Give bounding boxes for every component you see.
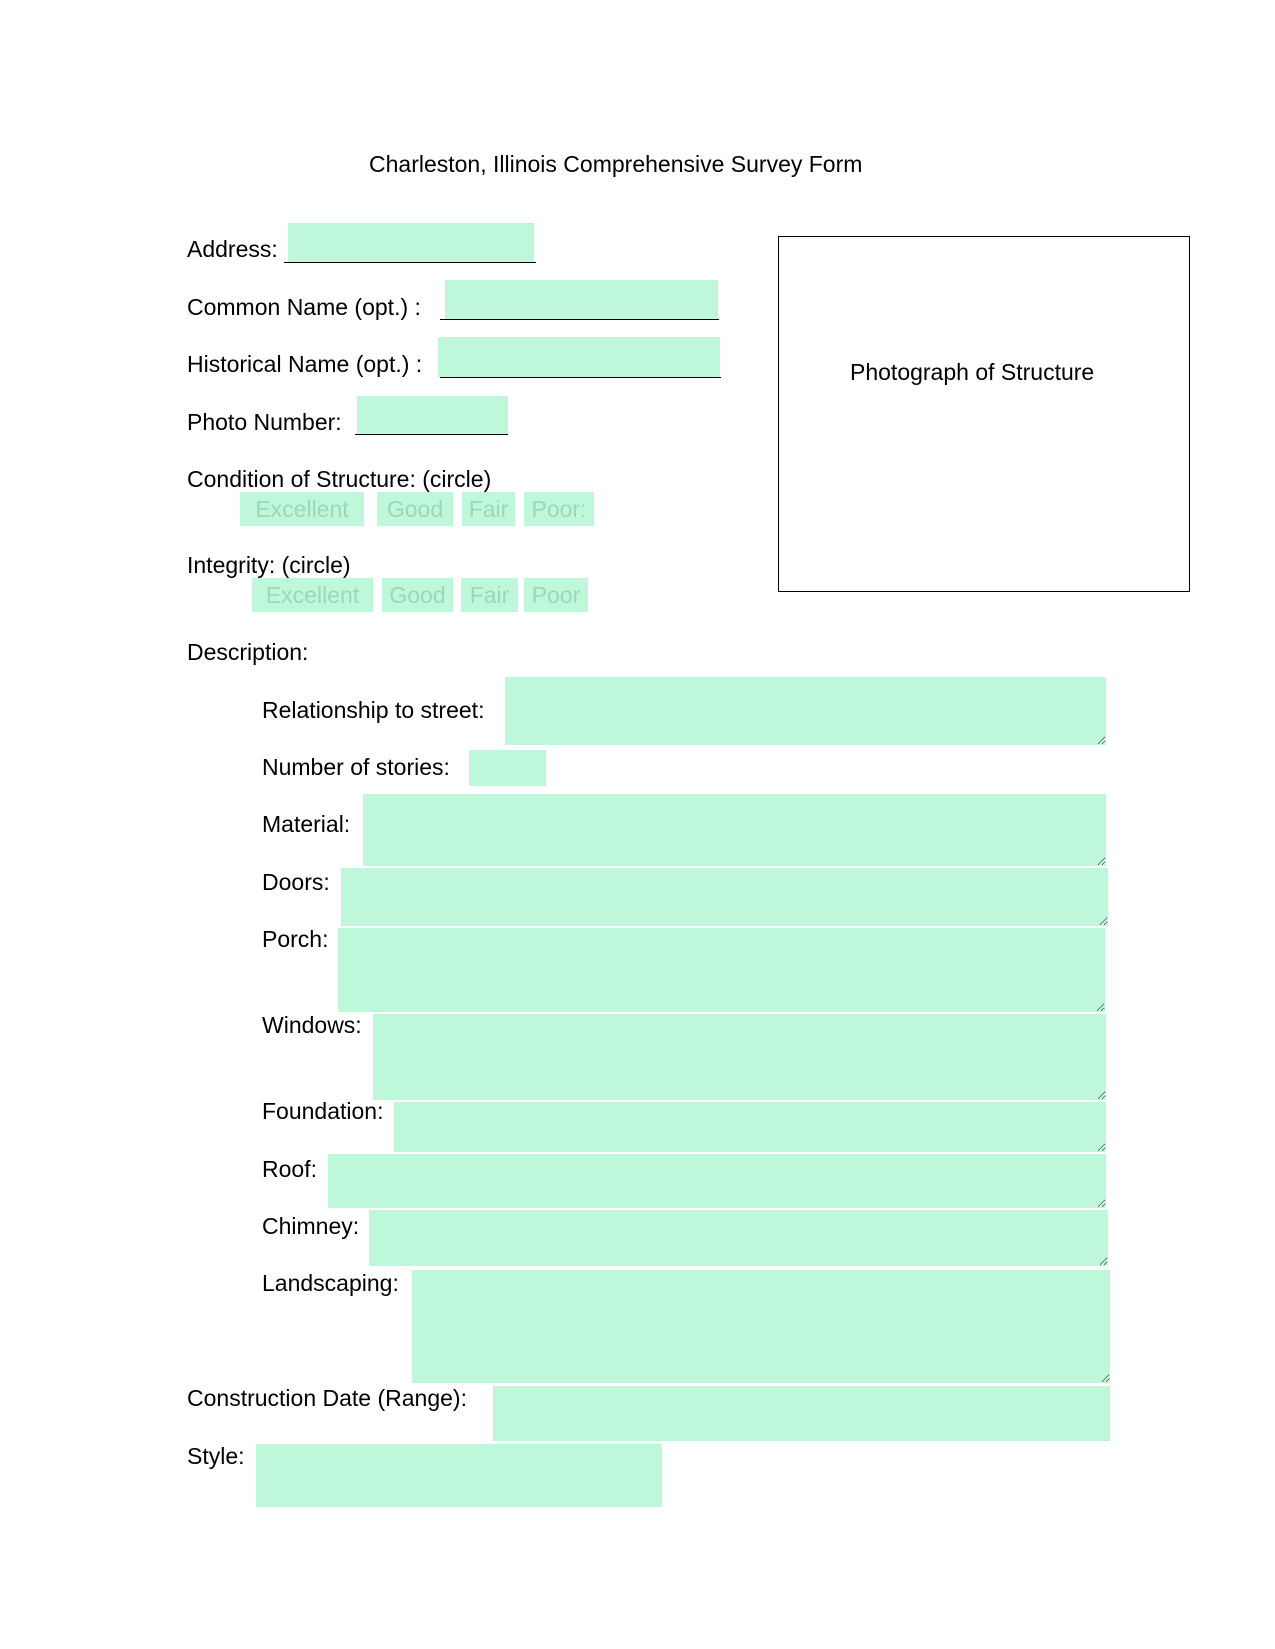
- integrity-option-poor[interactable]: Poor: [524, 578, 588, 612]
- relationship-field[interactable]: [505, 677, 1106, 745]
- style-field[interactable]: [256, 1444, 662, 1507]
- historical-name-label: Historical Name (opt.) :: [187, 351, 423, 377]
- roof-label: Roof:: [262, 1156, 317, 1182]
- integrity-option-fair[interactable]: Fair: [461, 578, 518, 612]
- style-label: Style:: [187, 1443, 245, 1469]
- material-field[interactable]: [363, 794, 1106, 866]
- photo-placeholder: [778, 236, 1190, 592]
- stories-field[interactable]: [469, 750, 546, 786]
- historical-name-underline: [440, 377, 721, 378]
- construction-date-field[interactable]: [493, 1386, 1110, 1441]
- chimney-field[interactable]: [369, 1210, 1108, 1266]
- foundation-label: Foundation:: [262, 1098, 384, 1124]
- page-title: Charleston, Illinois Comprehensive Survey Form: [369, 151, 863, 177]
- condition-option-excellent[interactable]: Excellent: [240, 492, 364, 526]
- construction-date-label: Construction Date (Range):: [187, 1385, 467, 1411]
- photo-number-field[interactable]: [357, 396, 508, 434]
- common-name-label: Common Name (opt.) :: [187, 294, 421, 320]
- address-field[interactable]: [288, 223, 534, 262]
- windows-label: Windows:: [262, 1012, 362, 1038]
- integrity-option-good[interactable]: Good: [382, 578, 453, 612]
- doors-field[interactable]: [341, 868, 1108, 926]
- integrity-option-excellent[interactable]: Excellent: [252, 578, 373, 612]
- condition-option-good[interactable]: Good: [377, 492, 453, 526]
- address-label: Address:: [187, 236, 278, 262]
- common-name-field[interactable]: [445, 280, 718, 319]
- chimney-label: Chimney:: [262, 1213, 360, 1239]
- historical-name-field[interactable]: [438, 337, 720, 377]
- photo-number-underline: [355, 434, 508, 435]
- porch-label: Porch:: [262, 926, 329, 952]
- porch-field[interactable]: [338, 928, 1105, 1012]
- photo-number-label: Photo Number:: [187, 409, 342, 435]
- integrity-label: Integrity: (circle): [187, 552, 351, 578]
- stories-label: Number of stories:: [262, 754, 450, 780]
- condition-option-fair[interactable]: Fair: [462, 492, 515, 526]
- common-name-underline: [440, 319, 719, 320]
- roof-field[interactable]: [328, 1154, 1106, 1208]
- address-underline: [284, 262, 536, 263]
- foundation-field[interactable]: [394, 1102, 1106, 1152]
- condition-option-poor[interactable]: Poor:: [524, 492, 594, 526]
- photo-label: Photograph of Structure: [850, 359, 1095, 385]
- condition-label: Condition of Structure: (circle): [187, 466, 492, 492]
- description-label: Description:: [187, 639, 309, 665]
- landscaping-field[interactable]: [412, 1270, 1110, 1383]
- material-label: Material:: [262, 811, 351, 837]
- landscaping-label: Landscaping:: [262, 1270, 399, 1296]
- windows-field[interactable]: [373, 1014, 1106, 1100]
- relationship-label: Relationship to street:: [262, 697, 485, 723]
- doors-label: Doors:: [262, 869, 330, 895]
